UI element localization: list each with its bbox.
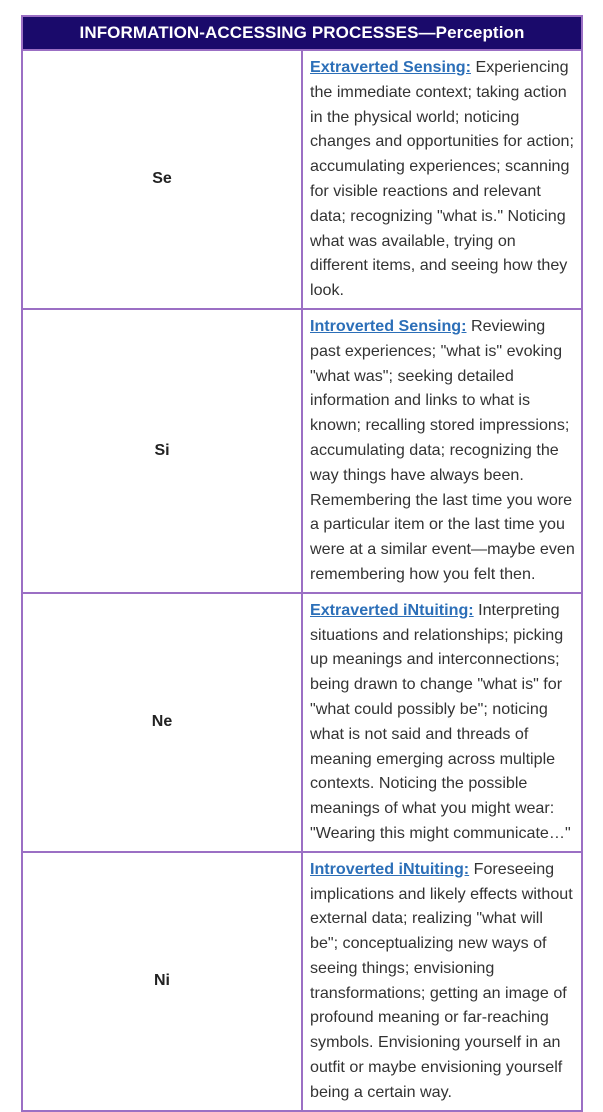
process-code-ni: Ni xyxy=(22,852,302,1111)
perception-processes-table xyxy=(21,15,583,1112)
process-term-link-ne[interactable]: Extraverted iNtuiting: xyxy=(310,600,474,619)
process-term-link-si[interactable]: Introverted Sensing: xyxy=(310,316,467,335)
table-row-se xyxy=(22,50,582,309)
table-row-ne xyxy=(22,593,582,852)
process-term-link-ni[interactable]: Introverted iNtuiting: xyxy=(310,859,470,878)
process-code-se: Se xyxy=(22,50,302,309)
table-header-row xyxy=(22,16,582,50)
process-description-si: Reviewing past experiences; "what is" evoking "what was"; seeking detailed information and links to what is known; recalling stored impressions; accumulating data; recognizing the way things have always been. Remembering the last time you wore a particular item or the last time you were at a similar event—maybe even remembering how you felt then. xyxy=(310,316,575,583)
process-description-cell-ni xyxy=(302,852,582,1111)
perception-table-container xyxy=(21,15,583,1112)
table-title: INFORMATION-ACCESSING PROCESSES—Perception xyxy=(22,16,582,50)
process-description-se: Experiencing the immediate context; taking action in the physical world; noticing changes and opportunities for action; accumulating experiences; scanning for visible reactions and relevant data; recognizing "what is." Noticing what was available, trying on different items, and seeing how they look. xyxy=(310,58,574,300)
process-description-cell-si xyxy=(302,309,582,593)
process-description-ni: Foreseeing implications and likely effects without external data; realizing "what will be"; conceptualizing new ways of seeing things; envisioning transformations; getting an image of profound meaning or far-reaching symbols. Envisioning yourself in an outfit or maybe envisioning yourself being a certain way. xyxy=(310,859,573,1101)
process-description-ne: Interpreting situations and relationships; picking up meanings and interconnections; being drawn to change "what is" for "what could possibly be"; noticing what is not said and threads of meaning emerging across multiple contexts. Noticing the possible meanings of what you might wear: "Wearing this might communicate…" xyxy=(310,600,571,842)
table-row-si xyxy=(22,309,582,593)
process-code-ne: Ne xyxy=(22,593,302,852)
process-code-si: Si xyxy=(22,309,302,593)
process-description-cell-se xyxy=(302,50,582,309)
process-description-cell-ne xyxy=(302,593,582,852)
process-term-link-se[interactable]: Extraverted Sensing: xyxy=(310,58,471,76)
table-row-ni xyxy=(22,852,582,1111)
